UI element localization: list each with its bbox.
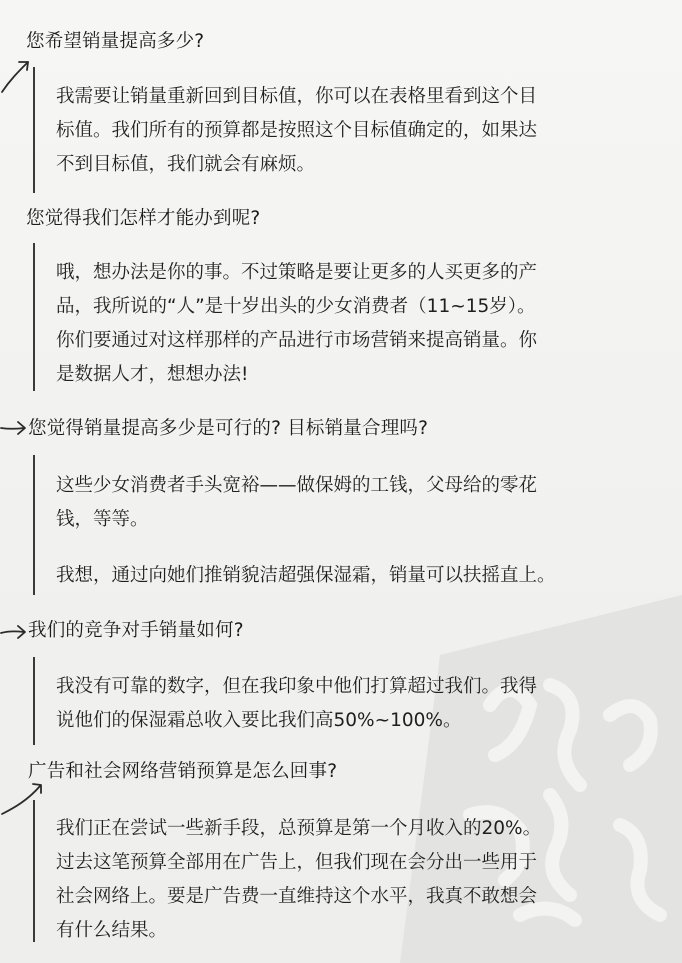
question-4: 我们的竞争对手销量如何? xyxy=(28,620,244,641)
answer-2-line-3: 你们要通过对这样那样的产品进行市场营销来提高销量。你 xyxy=(56,330,538,351)
answer-5 xyxy=(56,812,541,948)
answer-5-line-1: 我们正在尝试一些新手段，总预算是第一个月收入的20%。 xyxy=(56,818,542,839)
answer-4-line-1: 我没有可靠的数字，但在我印象中他们打算超过我们。我得 xyxy=(56,676,538,697)
question-1: 您希望销量提高多少? xyxy=(26,31,205,52)
arrow-3-icon xyxy=(0,418,30,438)
question-3: 您觉得销量提高多少是可行的? 目标销量合理吗? xyxy=(28,418,429,439)
answer-2-line-1: 哦，想办法是你的事。不过策略是要让更多的人买更多的产 xyxy=(56,262,538,283)
answer-5-line-4: 有什么结果。 xyxy=(56,920,168,941)
answer-2 xyxy=(56,256,537,392)
answer-2-line-4: 是数据人才，想想办法! xyxy=(56,364,249,385)
answer-1-line-1: 我需要让销量重新回到目标值，你可以在表格里看到这个目 xyxy=(56,86,538,107)
answer-3-line-3: 我想，通过向她们推销貌洁超强保湿霜，销量可以扶摇直上。 xyxy=(56,565,556,586)
answer-3-line-1: 这些少女消费者手头宽裕——做保姆的工钱，父母给的零花 xyxy=(56,475,538,496)
answer-1 xyxy=(56,80,537,182)
answer-1-line-2: 标值。我们所有的预算都是按照这个目标值确定的，如果达 xyxy=(56,120,538,141)
arrow-5-icon xyxy=(0,778,46,818)
answer-5-line-2: 过去这笔预算全部用在广告上，但我们现在会分出一些用于 xyxy=(56,852,538,873)
answer-2-bar xyxy=(33,243,35,391)
answer-3-line-2: 钱，等等。 xyxy=(56,509,149,530)
answer-3 xyxy=(56,469,556,593)
answer-4-bar xyxy=(33,657,35,745)
answer-4 xyxy=(56,670,537,738)
answer-3-bar xyxy=(33,455,35,595)
question-2: 您觉得我们怎样才能办到呢? xyxy=(26,208,261,229)
arrow-1-icon xyxy=(0,50,34,94)
answer-1-bar xyxy=(33,67,35,193)
arrow-4-icon xyxy=(0,622,30,642)
answer-5-line-3: 社会网络上。要是广告费一直维持这个水平，我真不敢想会 xyxy=(56,886,538,907)
answer-4-line-2: 说他们的保湿霜总收入要比我们高50%~100%。 xyxy=(56,710,462,731)
answer-5-bar xyxy=(33,800,35,942)
question-5: 广告和社会网络营销预算是怎么回事? xyxy=(28,761,338,782)
answer-1-line-3: 不到目标值，我们就会有麻烦。 xyxy=(56,154,316,175)
answer-2-line-2: 品，我所说的“人”是十岁出头的少女消费者（11~15岁）。 xyxy=(56,296,536,317)
